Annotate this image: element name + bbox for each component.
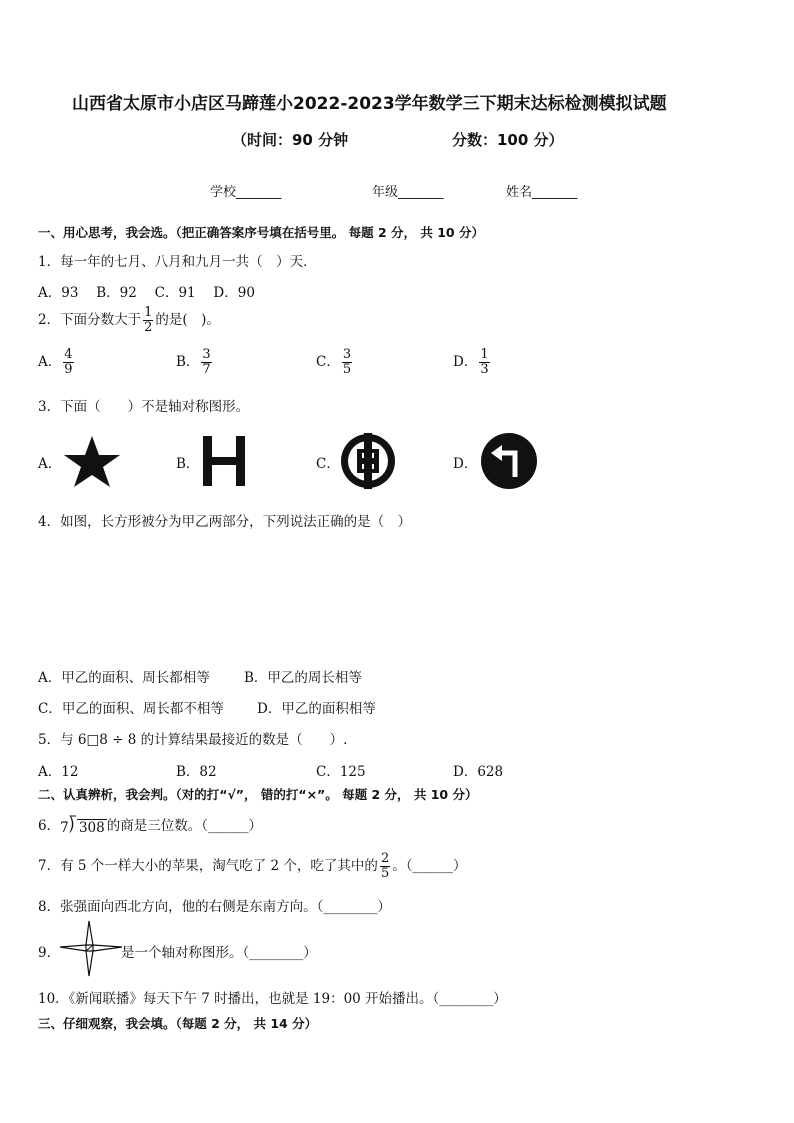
option-label: C． (316, 354, 340, 370)
divisor: 7 (60, 819, 69, 836)
letter-h-icon (201, 434, 247, 488)
question-7-text: 7．有 5 个一样大小的苹果，淘气吃了 2 个，吃了其中的 (38, 858, 378, 874)
fraction-denominator: 5 (342, 362, 352, 377)
question-4-option-a: A．甲乙的面积、周长都相等 (38, 670, 210, 686)
fraction-denominator: 7 (202, 362, 211, 377)
question-4-option-d: D．甲乙的面积相等 (257, 701, 376, 717)
question-1-options: A．93 B．92 C．91 D．90 (38, 285, 255, 301)
question-2-option-d (453, 348, 492, 377)
section-3-heading: 三、仔细观察，我会填。（每题 2 分， 共 14 分） (38, 1016, 318, 1031)
school-field: 学校_______ (210, 185, 282, 200)
option-label: B． (176, 354, 200, 370)
section-1-heading: 一、用心思考，我会选。（把正确答案序号填在括号里。 每题 2 分， 共 10 分） (38, 225, 484, 240)
option-label: D． (453, 354, 478, 370)
fraction-numerator: 1 (480, 347, 489, 362)
question-6-text: 的商是三位数。（______） (106, 818, 262, 834)
option-label: A． (38, 354, 62, 370)
option-label-b: B． (176, 456, 200, 472)
question-3: 3．下面（ ）不是轴对称图形。 (38, 399, 250, 415)
question-6-number: 6． (38, 818, 61, 834)
question-5-option-c: C．125 (316, 764, 366, 780)
fraction (479, 348, 489, 377)
fraction (63, 348, 73, 377)
question-9-number: 9． (38, 945, 61, 961)
left-turn-sign-icon (479, 431, 539, 491)
fraction-numerator: 4 (64, 347, 73, 362)
question-10: 10．《新闻联播》每天下午 7 时播出，也就是 19：00 开始播出。（________） (38, 991, 507, 1007)
grade-field: 年级_______ (372, 185, 444, 200)
question-4: 4．如图，长方形被分为甲乙两部分，下列说法正确的是（ ） (38, 514, 412, 530)
question-5: 5．与 6□8 ÷ 8 的计算结果最接近的数是（ ）. (38, 732, 348, 748)
fraction (380, 852, 390, 881)
pinwheel-figure-icon (58, 918, 124, 980)
question-9-text: 是一个轴对称图形。（________） (121, 945, 317, 961)
exam-score: 分数：100 分） (452, 131, 564, 149)
question-7 (38, 852, 466, 881)
name-field: 姓名_______ (506, 185, 578, 200)
option-label-a: A． (38, 456, 62, 472)
page-title: 山西省太原市小店区马蹄莲小2022-2023学年数学三下期末达标检测模拟试题 (72, 94, 667, 114)
section-2-heading: 二、认真辨析，我会判。（对的打“√”， 错的打“×”。 每题 2 分， 共 10 分） (38, 787, 478, 802)
fraction-numerator: 3 (202, 347, 211, 362)
question-2-text-end: 的是( )。 (155, 312, 220, 328)
fraction-numerator: 1 (144, 305, 153, 320)
question-2-option-c (316, 348, 354, 377)
question-2-option-a (38, 348, 76, 377)
bank-logo-icon (338, 431, 398, 491)
fraction-denominator: 9 (64, 362, 73, 377)
fraction-denominator: 5 (380, 866, 390, 881)
option-label-c: C． (316, 456, 340, 472)
question-5-option-d: D．628 (453, 764, 504, 780)
fraction (201, 348, 211, 377)
question-7-text-end: 。（______） (392, 858, 467, 874)
question-6 (38, 814, 262, 836)
question-2 (38, 306, 220, 335)
question-4-option-b: B．甲乙的周长相等 (244, 670, 362, 686)
question-2-option-b (176, 348, 214, 377)
fraction (143, 306, 153, 335)
exam-time: （时间：90 分钟 (232, 131, 349, 149)
question-4-option-c: C．甲乙的面积、周长都不相等 (38, 701, 224, 717)
division-bracket: ⟌ (68, 815, 76, 837)
question-5-option-b: B．82 (176, 764, 217, 780)
option-label-d: D． (453, 456, 478, 472)
question-5-option-a: A．12 (38, 764, 79, 780)
fraction-denominator: 2 (144, 320, 153, 335)
question-1: 1．每一年的七月、八月和九月一共（ ）天． (38, 254, 317, 270)
fraction-denominator: 3 (480, 362, 489, 377)
long-division (60, 815, 107, 837)
fraction-numerator: 2 (380, 851, 390, 866)
question-2-text: 2．下面分数大于 (38, 312, 142, 328)
question-8: 8．张强面向西北方向，他的右侧是东南方向。（________） (38, 899, 391, 915)
fraction (342, 348, 352, 377)
star-icon (60, 434, 124, 490)
fraction-numerator: 3 (342, 347, 352, 362)
dividend: 308 (78, 819, 105, 836)
